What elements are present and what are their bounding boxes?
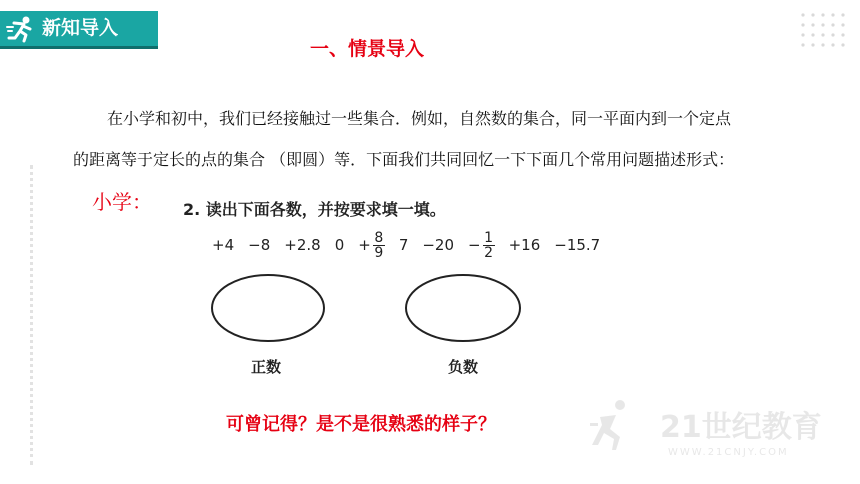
intro-line-2: 的距离等于定长的点的集合 （即圆）等．下面我们共同回忆一下下面几个常用问题描述形式： xyxy=(73,150,735,169)
negative-label: 负数 xyxy=(448,358,479,376)
set-ovals xyxy=(210,270,540,350)
dotted-divider xyxy=(30,165,33,465)
fraction-eight-ninths xyxy=(373,231,385,260)
number-list xyxy=(212,230,614,260)
positive-set-oval xyxy=(212,275,324,341)
number-item: 0 xyxy=(334,236,345,254)
fraction-numerator: 1 xyxy=(484,229,494,246)
number-item: +2.8 xyxy=(284,236,321,254)
watermark-logo xyxy=(590,395,850,460)
number-item: +4 xyxy=(212,236,235,254)
svg-text:21世纪教育: 21世纪教育 xyxy=(660,410,822,445)
runner-icon xyxy=(6,14,36,44)
section-title: 一、情景导入 xyxy=(310,38,425,60)
positive-label: 正数 xyxy=(251,358,282,376)
negative-set-oval xyxy=(406,275,520,341)
number-sign: − xyxy=(468,236,481,254)
fraction-denominator: 9 xyxy=(374,244,384,261)
fraction-denominator: 2 xyxy=(484,244,494,261)
fraction-one-half xyxy=(483,231,495,260)
header-badge xyxy=(0,11,158,46)
svg-text:WWW.21CNJY.COM: WWW.21CNJY.COM xyxy=(668,447,789,458)
number-item: −8 xyxy=(248,236,271,254)
badge-label: 新知导入 xyxy=(42,17,119,39)
number-item: +16 xyxy=(508,236,541,254)
fraction-numerator: 8 xyxy=(374,229,384,246)
primary-school-label: 小学： xyxy=(92,190,152,214)
dot-grid-decoration xyxy=(800,12,850,54)
closing-question: 可曾记得？是不是很熟悉的样子？ xyxy=(226,414,496,435)
number-sign: + xyxy=(358,236,371,254)
number-item: −15.7 xyxy=(554,236,601,254)
intro-line-1: 在小学和初中，我们已经接触过一些集合．例如，自然数的集合，同一平面内到一个定点 xyxy=(107,109,732,128)
number-item: −20 xyxy=(422,236,455,254)
exercise-title: 2. 读出下面各数，并按要求填一填。 xyxy=(183,200,446,219)
number-item: 7 xyxy=(398,236,409,254)
